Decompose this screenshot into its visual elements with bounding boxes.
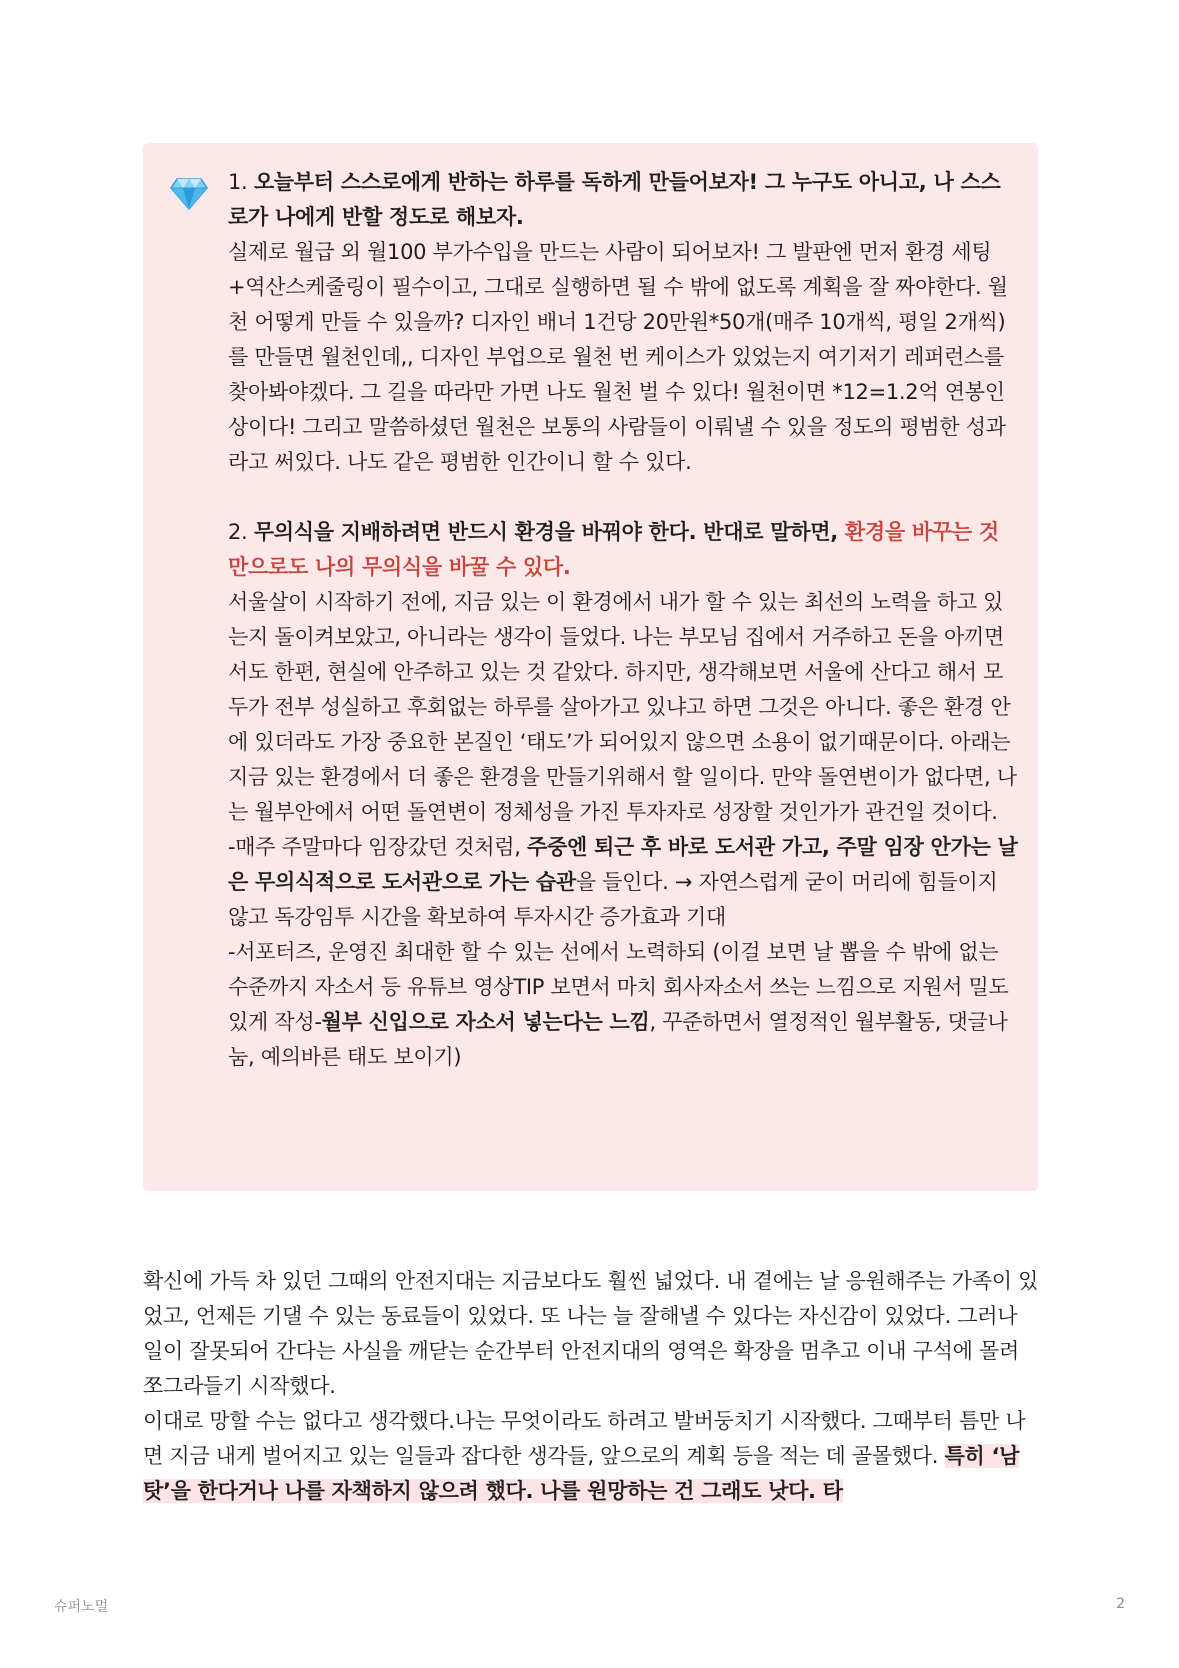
bullet-1-pre: -매주 주말마다 임장갔던 것처럼,	[228, 835, 527, 859]
paragraph-2	[143, 1404, 1043, 1509]
paragraph-2-text: 이대로 망할 수는 없다고 생각했다.나는 무엇이라도 하려고 발버둥치기 시작했다. 그때부터 틈만 나면 지금 내게 벌어지고 있는 일들과 잡다한 생각들, 앞으로의 계획 등을 적는 데 골몰했다.	[143, 1409, 1026, 1468]
callout-box	[143, 143, 1038, 1191]
footer-title: 슈퍼노멀	[54, 1599, 109, 1615]
item-1-heading: 오늘부터 스스로에게 반하는 하루를 독하게 만들어보자! 그 누구도 아니고, 나 스스로가 나에게 반할 정도로 해보자.	[228, 170, 1001, 229]
paragraph-2-highlight: 특히 ‘남 탓’을 한다거나 나를 자책하지 않으려 했다. 나를 원망하는 건 그래도 낫다. 타	[143, 1444, 1020, 1503]
bullet-1-bold: 주중엔 퇴근 후 바로 도서관 가고, 주말 임장 안가는 날은 무의식적으로 도서관으로 가는 습관	[228, 835, 1018, 894]
item-1-body: 실제로 월급 외 월100 부가수입을 만드는 사람이 되어보자! 그 발판엔 먼저 환경 세팅+역산스케줄링이 필수이고, 그대로 실행하면 될 수 밖에 없도록 계획을 잘 짜야한다. 월천 어떻게 만들 수 있을까? 디자인 배너 1건당 20만원*50개(매주 10개씩, 평일 2개씩)를 만들면 월천인데,, 디자인 부업으로 월천 번 케이스가 있었는지 여기저기 레퍼런스를 찾아봐야겠다. 그 길을 따라만 가면 나도 월천 벌 수 있다! 월천이면 *12=1.2억 연봉인상이다! 그리고 말씀하셨던 월천은 보통의 사람들이 이뤄낼 수 있을 정도의 평범한 성과라고 써있다. 나도 같은 평범한 인간이니 할 수 있다.	[228, 240, 1008, 474]
item-1	[228, 165, 1018, 480]
main-text	[143, 1264, 1043, 1509]
item-2-heading-emphasis: 환경을 바꾸는 것만으로도 나의 무의식을 바꿀 수 있다.	[228, 520, 999, 579]
bullet-2-pre: -서포터즈, 운영진 최대한 할 수 있는 선에서 노력하되 (이걸 보면 날 뽑을 수 밖에 없는 수준까지 자소서 등 유튜브 영상TIP 보면서 마치 회사자소서 쓰는 느낌으로 지원서 밀도있게 작성-	[228, 940, 1009, 1034]
item-1-number: 1.	[228, 170, 254, 194]
item-2-heading: 무의식을 지배하려면 반드시 환경을 바꿔야 한다. 반대로 말하면,	[253, 520, 845, 544]
bullet-2-bold: 월부 신입으로 자소서 넣는다는 느낌	[321, 1010, 650, 1034]
item-2-body: 서울살이 시작하기 전에, 지금 있는 이 환경에서 내가 할 수 있는 최선의 노력을 하고 있는지 돌이켜보았고, 아니라는 생각이 들었다. 나는 부모님 집에서 거주하고 돈을 아끼면서도 한편, 현실에 안주하고 있는 것 같았다. 하지만, 생각해보면 서울에 산다고 해서 모두가 전부 성실하고 후회없는 하루를 살아가고 있냐고 하면 그것은 아니다. 좋은 환경 안에 있더라도 가장 중요한 본질인 ‘태도’가 되어있지 않으면 소용이 없기때문이다. 아래는 지금 있는 환경에서 더 좋은 환경을 만들기위해서 할 일이다. 만약 돌연변이가 없다면, 나는 월부안에서 어떤 돌연변이 정체성을 가진 투자자로 성장할 것인가가 관건일 것이다.	[228, 590, 1017, 824]
page-number: 2	[1116, 1596, 1125, 1612]
bullet-1-post: 을 들인다. → 자연스럽게 굳이 머리에 힘들이지 않고 독강임투 시간을 확보하여 투자시간 증가효과 기대	[228, 870, 998, 929]
callout-body	[228, 165, 1018, 1075]
gem-icon	[169, 173, 209, 213]
item-2	[228, 515, 1018, 1075]
bullet-2-post: , 꾸준하면서 열정적인 월부활동, 댓글나눔, 예의바른 태도 보이기)	[228, 1010, 1008, 1069]
paragraph-1: 확신에 가득 차 있던 그때의 안전지대는 지금보다도 훨씬 넓었다. 내 곁에는 날 응원해주는 가족이 있었고, 언제든 기댈 수 있는 동료들이 있었다. 또 나는 늘 잘해낼 수 있다는 자신감이 있었다. 그러나 일이 잘못되어 간다는 사실을 깨닫는 순간부터 안전지대의 영역은 확장을 멈추고 이내 구석에 몰려 쪼그라들기 시작했다.	[143, 1269, 1039, 1398]
item-2-number: 2.	[228, 520, 254, 544]
